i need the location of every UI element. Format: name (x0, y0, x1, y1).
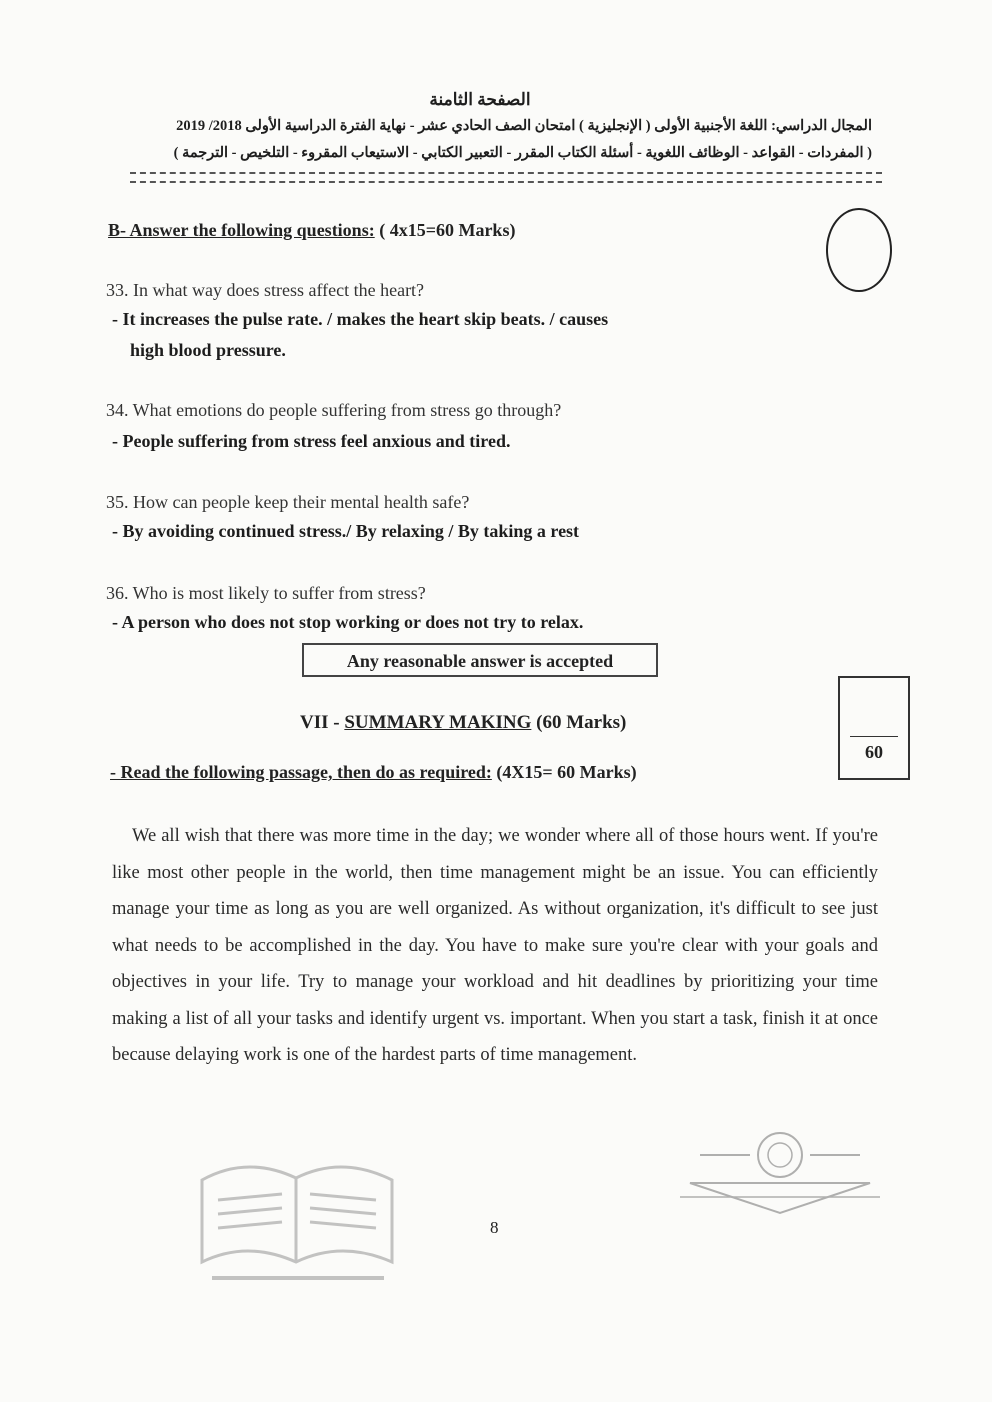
question-34: 34. What emotions do people suffering from stress go through? (106, 400, 562, 420)
read-instruction-text: - Read the following passage, then do as required: (110, 762, 492, 782)
accepted-note: Any reasonable answer is accepted (302, 643, 658, 677)
emblem-stamp-icon (670, 1125, 890, 1225)
answer-33-line-1: - It increases the pulse rate. / makes the heart skip beats. / causes (112, 309, 609, 329)
answer-36: - A person who does not stop working or does not try to relax. (112, 612, 584, 632)
question-33: 33. In what way does stress affect the heart? (106, 280, 425, 300)
summary-title: SUMMARY MAKING (344, 712, 532, 733)
section-b-marks: ( 4x15=60 Marks) (379, 220, 516, 240)
committee-stamp (192, 1150, 404, 1290)
summary-prefix: VII - (300, 712, 345, 733)
page-number: 8 (490, 1218, 499, 1237)
summary-heading (300, 712, 626, 734)
section-b-title: B- Answer the following questions: (108, 220, 375, 240)
summary-marks: (60 Marks) (536, 712, 627, 733)
answer-34: - People suffering from stress feel anxious and tired. (112, 431, 511, 451)
header-divider (130, 172, 882, 183)
read-instruction-marks: (4X15= 60 Marks) (496, 762, 637, 782)
page-title: الصفحة الثامنة (429, 90, 531, 109)
summary-passage: We all wish that there was more time in the day; we wonder where all of those hours went. If you're like most other people in the world, then time management might be an issue. You can efficiently manage your time as long as you are well organized. As without organization, it's difficult to see just what needs to be accomplished in the day. You have to make sure you're clear with your goals and objectives in your life. Try to manage your workload and hit deadlines by prioritizing your time making a list of all your tasks and identify urgent vs. important. When you start a task, finish it at once because delaying work is one of the hardest parts of time management. (112, 826, 878, 1065)
ministry-stamp (670, 1125, 890, 1225)
score-box (838, 676, 910, 780)
score-value: 60 (865, 742, 883, 762)
exam-header-line-2: ( المفردات - القواعد - الوظائف اللغوية - أسئلة الكتاب المقرر - التعبير الكتابي - الاستيعاب المقروء - التلخيص - الترجمة ) (173, 145, 872, 161)
read-instruction (110, 762, 637, 783)
section-b-heading (108, 220, 515, 241)
marks-oval (826, 208, 892, 292)
book-stamp-icon (192, 1150, 404, 1290)
exam-header-line-1: المجال الدراسي: اللغة الأجنبية الأولى ( الإنجليزية ) امتحان الصف الحادي عشر - نهاية الفترة الدراسية الأولى 2018/ 2019 (176, 118, 872, 134)
answer-33-line-2: high blood pressure. (130, 340, 286, 360)
question-36: 36. Who is most likely to suffer from stress? (106, 583, 426, 603)
score-line (850, 736, 898, 737)
answer-35: - By avoiding continued stress./ By relaxing / By taking a rest (112, 521, 580, 541)
question-35: 35. How can people keep their mental health safe? (106, 492, 470, 512)
